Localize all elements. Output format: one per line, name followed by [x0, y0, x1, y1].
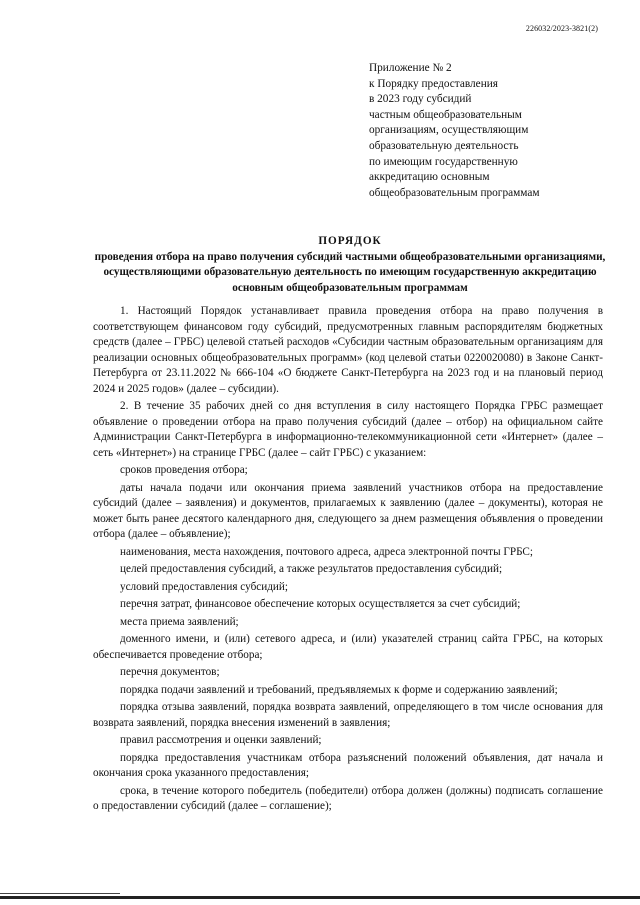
scan-bottom-edge — [0, 896, 640, 899]
appendix-line: частным общеобразовательным — [369, 108, 522, 121]
appendix-line: аккредитацию основным — [369, 171, 490, 184]
paragraph: сроков проведения отбора; — [120, 464, 248, 476]
paragraph: порядка отзыва заявлений, порядка возврата заявлений, определяющего в том числе основания для возврата заявлений, порядка внесения изменений в заявления; — [93, 701, 603, 729]
paragraph: доменного имени, и (или) сетевого адреса, и (или) указателей страниц сайта ГРБС, на которых обеспечивается проведение отбора; — [93, 633, 603, 661]
paragraph: перечня затрат, финансовое обеспечение которых осуществляется за счет субсидий; — [120, 598, 521, 610]
paragraph: даты начала подачи или окончания приема заявлений участников отбора на предоставление субсидий (далее – заявления) и документов, прилагаемых к заявлению (далее – документы), которая не может быть ранее десятого календарного дня, следующего за днем размещения объявления о проведении отбора (далее – объявление); — [93, 481, 603, 540]
appendix-line: организациям, осуществляющим — [369, 124, 529, 137]
title-subtitle: проведения отбора на право получения субсидий частными общеобразовательными организациями, осуществляющими образовательную деятельность по имеющим государственную аккредитацию основным общеобразовательным программам — [94, 250, 606, 294]
paragraph: наименования, места нахождения, почтового адреса, адреса электронной почты ГРБС; — [120, 545, 533, 558]
paragraph: 2. В течение 35 рабочих дней со дня вступления в силу настоящего Порядка ГРБС размещает объявление о проведении отбора на право получения субсидий (далее – отбор) на официальном сайте Администрации Санкт-Петербурга в информационно-телекоммуникационной сети «Интернет» (далее – сеть «Интернет») на странице ГРБС (далее – сайт ГРБС) с указанием: — [93, 400, 603, 459]
paragraph: места приема заявлений; — [120, 615, 239, 628]
paragraph: порядка предоставления участникам отбора разъяснений положений объявления, дат начала и окончания срока указанного предоставления; — [93, 751, 603, 779]
scan-edge-line — [0, 893, 120, 894]
appendix-line: в 2023 году субсидий — [369, 93, 472, 106]
paragraph: перечня документов; — [120, 666, 220, 678]
paragraph: порядка подачи заявлений и требований, предъявляемых к форме и содержанию заявлений; — [120, 683, 558, 696]
document-title — [90, 234, 610, 296]
paragraph: срока, в течение которого победитель (победители) отбора должен (должны) подписать соглашение о предоставлении субсидий (далее – соглашение); — [93, 784, 603, 812]
paragraph: правил рассмотрения и оценки заявлений; — [120, 734, 322, 746]
appendix-line: по имеющим государственную — [369, 155, 518, 168]
paragraph: целей предоставления субсидий, а также результатов предоставления субсидий; — [120, 563, 503, 575]
title-heading: ПОРЯДОК — [318, 235, 382, 247]
document-body — [93, 304, 603, 817]
appendix-line: образовательную деятельность — [369, 139, 519, 152]
paragraph: 1. Настоящий Порядок устанавливает правила проведения отбора на право получения в соответствующем финансовом году субсидий, предусмотренных главным распорядителям бюджетных средств (далее – ГРБС) целевой статьей расходов «Субсидии частным образовательным организациям для реализации основных общеобразовательных программ» (код целевой статьи 0220020080) в Законе Санкт-Петербурга от 23.11.2022 № 666-104 «О бюджете Санкт-Петербурга на 2023 год и на плановый период 2024 и 2025 годов» (далее – субсидии). — [93, 305, 603, 395]
paragraph: условий предоставления субсидий; — [120, 580, 288, 593]
appendix-line: к Порядку предоставления — [369, 77, 498, 90]
document-number: 226032/2023-3821(2) — [525, 24, 598, 33]
appendix-block — [369, 61, 619, 201]
appendix-line: Приложение № 2 — [369, 62, 452, 74]
appendix-line: общеобразовательным программам — [369, 186, 540, 199]
